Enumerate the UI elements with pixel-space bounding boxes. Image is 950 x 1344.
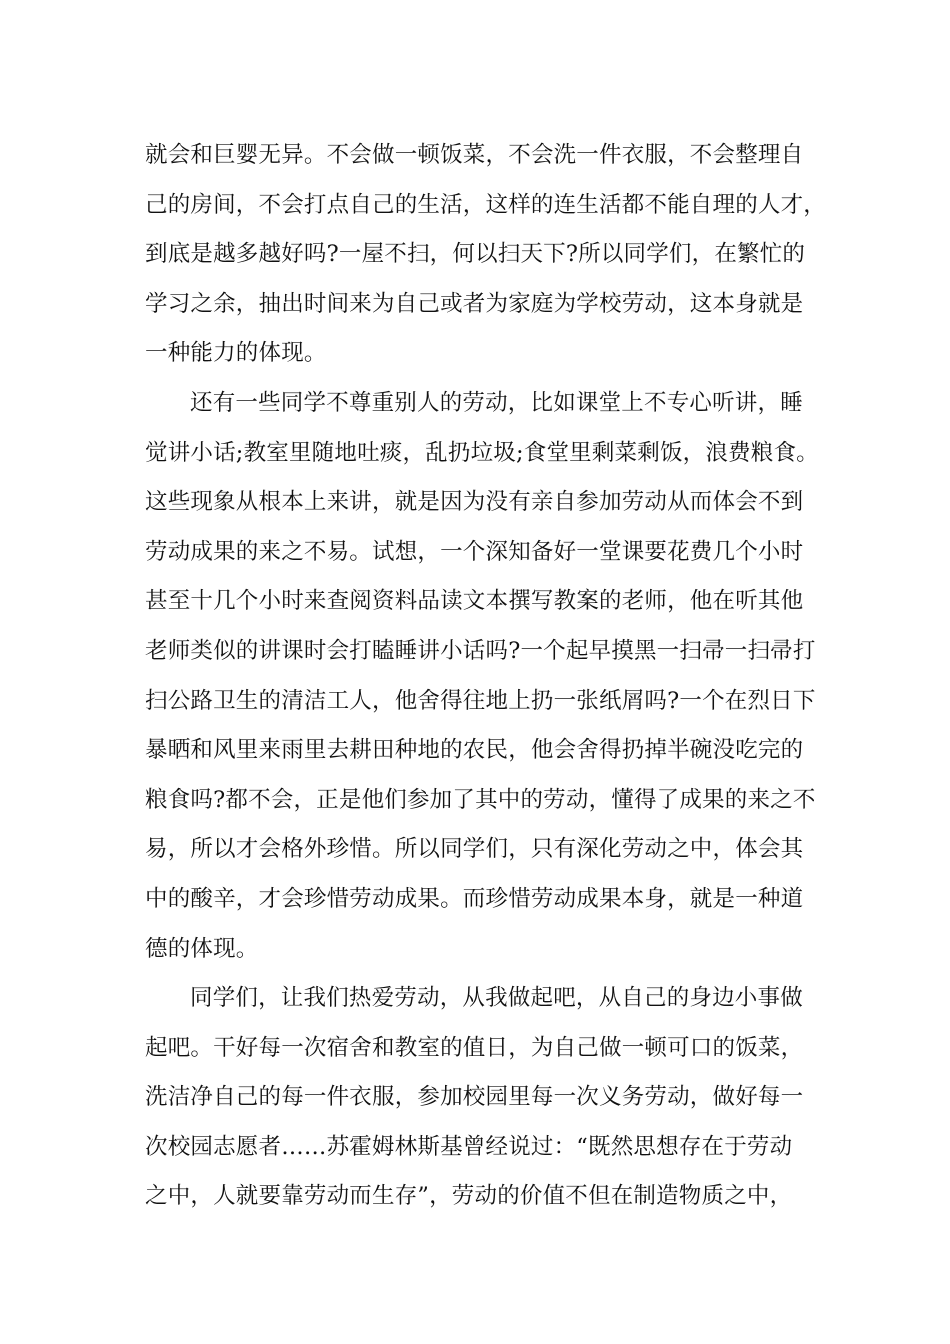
text-line: 同学们，让我们热爱劳动，从我做起吧，从自己的身边小事做 <box>190 985 803 1012</box>
text-line: 暴晒和风里来雨里去耕田种地的农民，他会舍得扔掉半碗没吃完的 <box>145 737 804 764</box>
text-line: 之中，人就要靠劳动而生存”，劳动的价值不但在制造物质之中， <box>145 1183 793 1210</box>
text-line: 粮食吗?都不会，正是他们参加了其中的劳动，懂得了成果的来之不 <box>145 786 816 813</box>
text-line: 老师类似的讲课时会打瞌睡讲小话吗?一个起早摸黑一扫帚一扫帚打 <box>145 637 816 664</box>
document-body <box>145 131 825 1222</box>
paragraph-2 <box>145 379 825 974</box>
text-line: 一种能力的体现。 <box>145 340 327 367</box>
text-line: 中的酸辛，才会珍惜劳动成果。而珍惜劳动成果本身，就是一种道 <box>145 885 804 912</box>
text-line: 学习之余，抽出时间来为自己或者为家庭为学校劳动，这本身就是 <box>145 290 804 317</box>
text-line: 洗洁净自己的每一件衣服，参加校园里每一次义务劳动，做好每一 <box>145 1084 804 1111</box>
text-line: 觉讲小话;教室里随地吐痰，乱扔垃圾;食堂里剩菜剩饭，浪费粮食。 <box>145 439 819 466</box>
text-line: 扫公路卫生的清洁工人，他舍得往地上扔一张纸屑吗?一个在烈日下 <box>145 687 816 714</box>
text-line: 这些现象从根本上来讲，就是因为没有亲自参加劳动从而体会不到 <box>145 489 804 516</box>
paragraph-1 <box>145 131 825 379</box>
text-line: 易，所以才会格外珍惜。所以同学们，只有深化劳动之中，体会其 <box>145 836 804 863</box>
text-line: 次校园志愿者……苏霍姆林斯基曾经说过：“既然思想存在于劳动 <box>145 1133 793 1160</box>
paragraph-3 <box>145 974 825 1222</box>
text-line: 德的体现。 <box>145 935 259 962</box>
text-line: 己的房间，不会打点自己的生活，这样的连生活都不能自理的人才， <box>145 191 827 218</box>
text-line: 到底是越多越好吗?一屋不扫，何以扫天下?所以同学们，在繁忙的 <box>145 241 806 268</box>
text-line: 劳动成果的来之不易。试想，一个深知备好一堂课要花费几个小时 <box>145 538 804 565</box>
text-line: 甚至十几个小时来查阅资料品读文本撰写教案的老师，他在听其他 <box>145 588 804 615</box>
text-line: 就会和巨婴无异。不会做一顿饭菜，不会洗一件衣服，不会整理自 <box>145 142 804 168</box>
text-line: 起吧。干好每一次宿舍和教室的值日，为自己做一顿可口的饭菜， <box>145 1034 804 1061</box>
text-line: 还有一些同学不尊重别人的劳动，比如课堂上不专心听讲，睡 <box>190 389 803 416</box>
